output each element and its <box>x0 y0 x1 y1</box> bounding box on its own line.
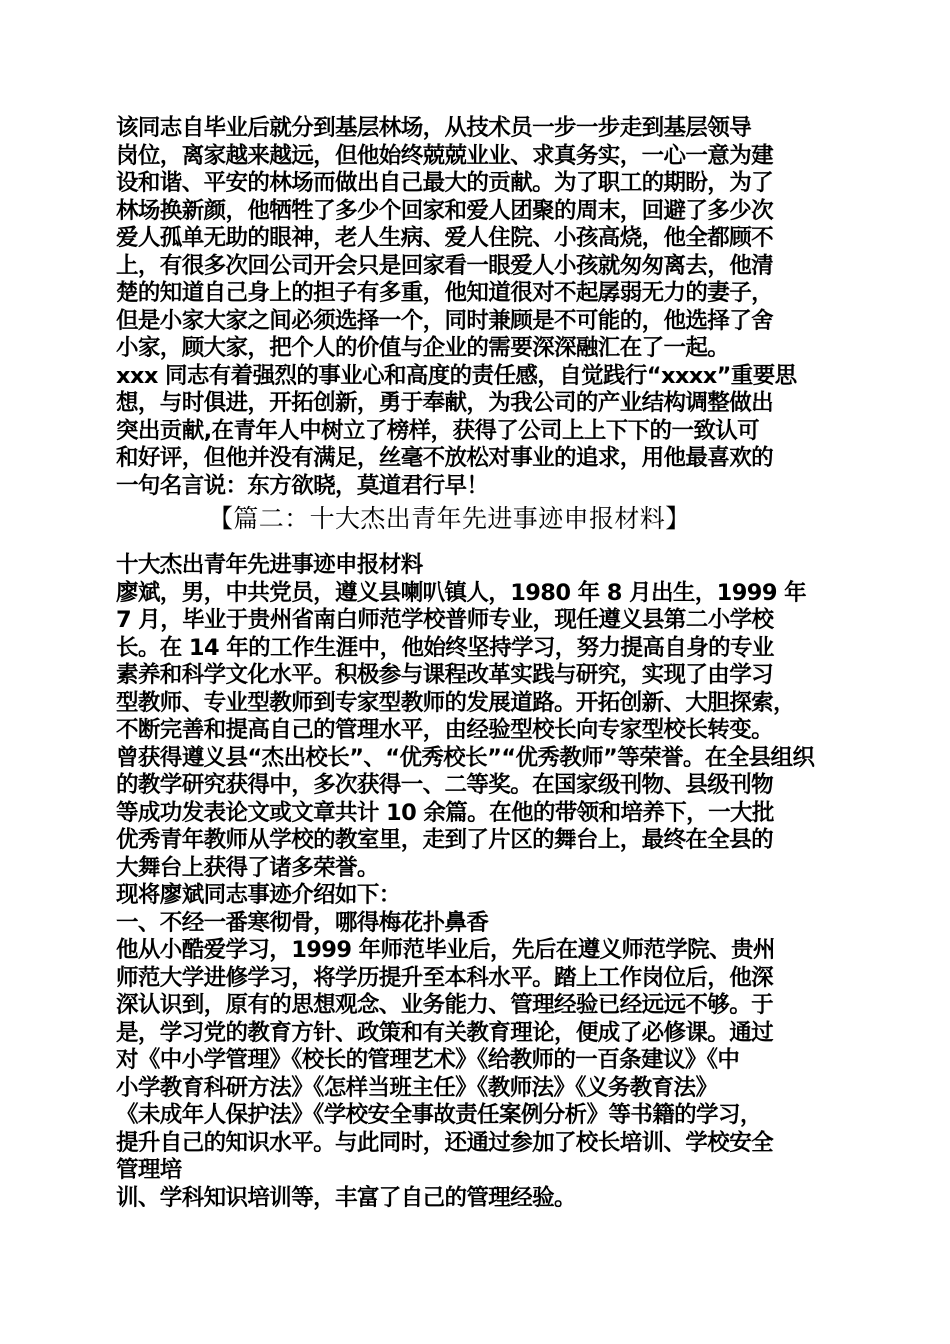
text-line: 小学教育科研方法》《怎样当班主任》《教师法》《义务教育法》 <box>116 1074 718 1101</box>
paragraph-1 <box>116 115 846 363</box>
document-subtitle: 十大杰出青年先进事迹申报材料 <box>116 552 423 578</box>
text-line: 但是小家大家之间必须选择一个，同时兼顾是不可能的，他选择了舍 <box>116 307 774 334</box>
paragraph-2 <box>116 363 846 501</box>
text-line: 管理培 <box>116 1157 182 1183</box>
text-line: 提升自己的知识水平。与此同时，还通过参加了校长培训、学校安全 <box>116 1129 774 1156</box>
text-line: 岗位，离家越来越远，但他始终兢兢业业、求真务实，一心一意为建 <box>116 142 774 169</box>
text-line: 对《中小学管理》《校长的管理艺术》《给教师的一百条建议》《中 <box>116 1047 740 1073</box>
text-line: 他从小酷爱学习，1999 年师范毕业后，先后在遵义师范学院、贵州 <box>116 937 775 963</box>
text-line: 设和谐、平安的林场而做出自己最大的贡献。为了职工的期盼，为了 <box>116 170 774 196</box>
text-line: 深认识到，原有的思想观念、业务能力、管理经验已经远远不够。于 <box>116 992 774 1018</box>
text-line: 等成功发表论文或文章共计 10 余篇。在他的带领和培养下，一大批 <box>116 799 774 826</box>
text-line: xxx 同志有着强烈的事业心和高度的责任感，自觉践行“xxxx”重要思 <box>116 362 797 389</box>
text-line: 上，有很多次回公司开会只是回家看一眼爱人小孩就匆匆离去，他清 <box>116 252 774 279</box>
text-line: 大舞台上获得了诸多荣誉。 <box>116 854 379 881</box>
section-1-title: 一、不经一番寒彻骨，哪得梅花扑鼻香 <box>116 909 489 936</box>
text-line: 《未成年人保护法》《学校安全事故责任案例分析》等书籍的学习， <box>116 1102 762 1128</box>
paragraph-3 <box>116 580 846 883</box>
intro-line: 现将廖斌同志事迹介绍如下： <box>116 882 401 908</box>
text-line: 的教学研究获得中，多次获得一、二等奖。在国家级刊物、县级刊物 <box>116 772 774 798</box>
paragraph-4 <box>116 937 846 1212</box>
text-line: 不断完善和提高自己的管理水平，由经验型校长向专家型校长转变。 <box>116 717 774 743</box>
text-line: 师范大学进修学习，将学历提升至本科水平。踏上工作岗位后，他深 <box>116 964 774 991</box>
text-line: 林场换新颜，他牺牲了多少个回家和爱人团聚的周末，回避了多少次 <box>116 197 774 224</box>
text-line: 长。在 14 年的工作生涯中，他始终坚持学习，努力提高自身的专业 <box>116 634 774 661</box>
document-body <box>116 115 846 1212</box>
text-line: 廖斌，男，中共党员，遵义县喇叭镇人，1980 年 8 月出生，1999 年 <box>116 579 807 606</box>
text-line: 小家，顾大家，把个人的价值与企业的需要深深融汇在了一起。 <box>116 335 730 361</box>
text-line: 突出贡献,在青年人中树立了榜样，获得了公司上上下下的一致认可 <box>116 417 760 444</box>
text-line: 优秀青年教师从学校的教室里，走到了片区的舞台上，最终在全县的 <box>116 827 774 853</box>
text-line: 楚的知道自己身上的担子有多重，他知道很对不起孱弱无力的妻子， <box>116 280 774 306</box>
text-line: 爱人孤单无助的眼神，老人生病、爱人住院、小孩高烧，他全都顾不 <box>116 225 774 251</box>
text-line: 型教师、专业型教师到专家型教师的发展道路。开拓创新、大胆探索， <box>116 689 795 716</box>
text-line: 训、学科知识培训等，丰富了自己的管理经验。 <box>116 1184 576 1211</box>
text-line: 曾获得遵义县“杰出校长”、“优秀校长”“优秀教师”等荣誉。在全县组织 <box>116 744 815 771</box>
text-line: 7 月，毕业于贵州省南白师范学校普师专业，现任遵义县第二小学校 <box>116 607 774 633</box>
text-line: 想，与时俱进，开拓创新，勇于奉献，为我公司的产业结构调整做出 <box>116 390 774 416</box>
text-line: 该同志自毕业后就分到基层林场，从技术员一步一步走到基层领导 <box>116 115 752 141</box>
text-line: 和好评，但他并没有满足，丝毫不放松对事业的追求，用他最喜欢的 <box>116 445 774 471</box>
text-line: 一句名言说：东方欲晓，莫道君行早！ <box>116 472 489 499</box>
section-heading: 【篇二：十大杰出青年先进事迹申报材料】 <box>208 504 691 533</box>
text-line: 素养和科学文化水平。积极参与课程改革实践与研究，实现了由学习 <box>116 662 774 688</box>
text-line: 是，学习党的教育方针、政策和有关教育理论，便成了必修课。通过 <box>116 1019 774 1046</box>
